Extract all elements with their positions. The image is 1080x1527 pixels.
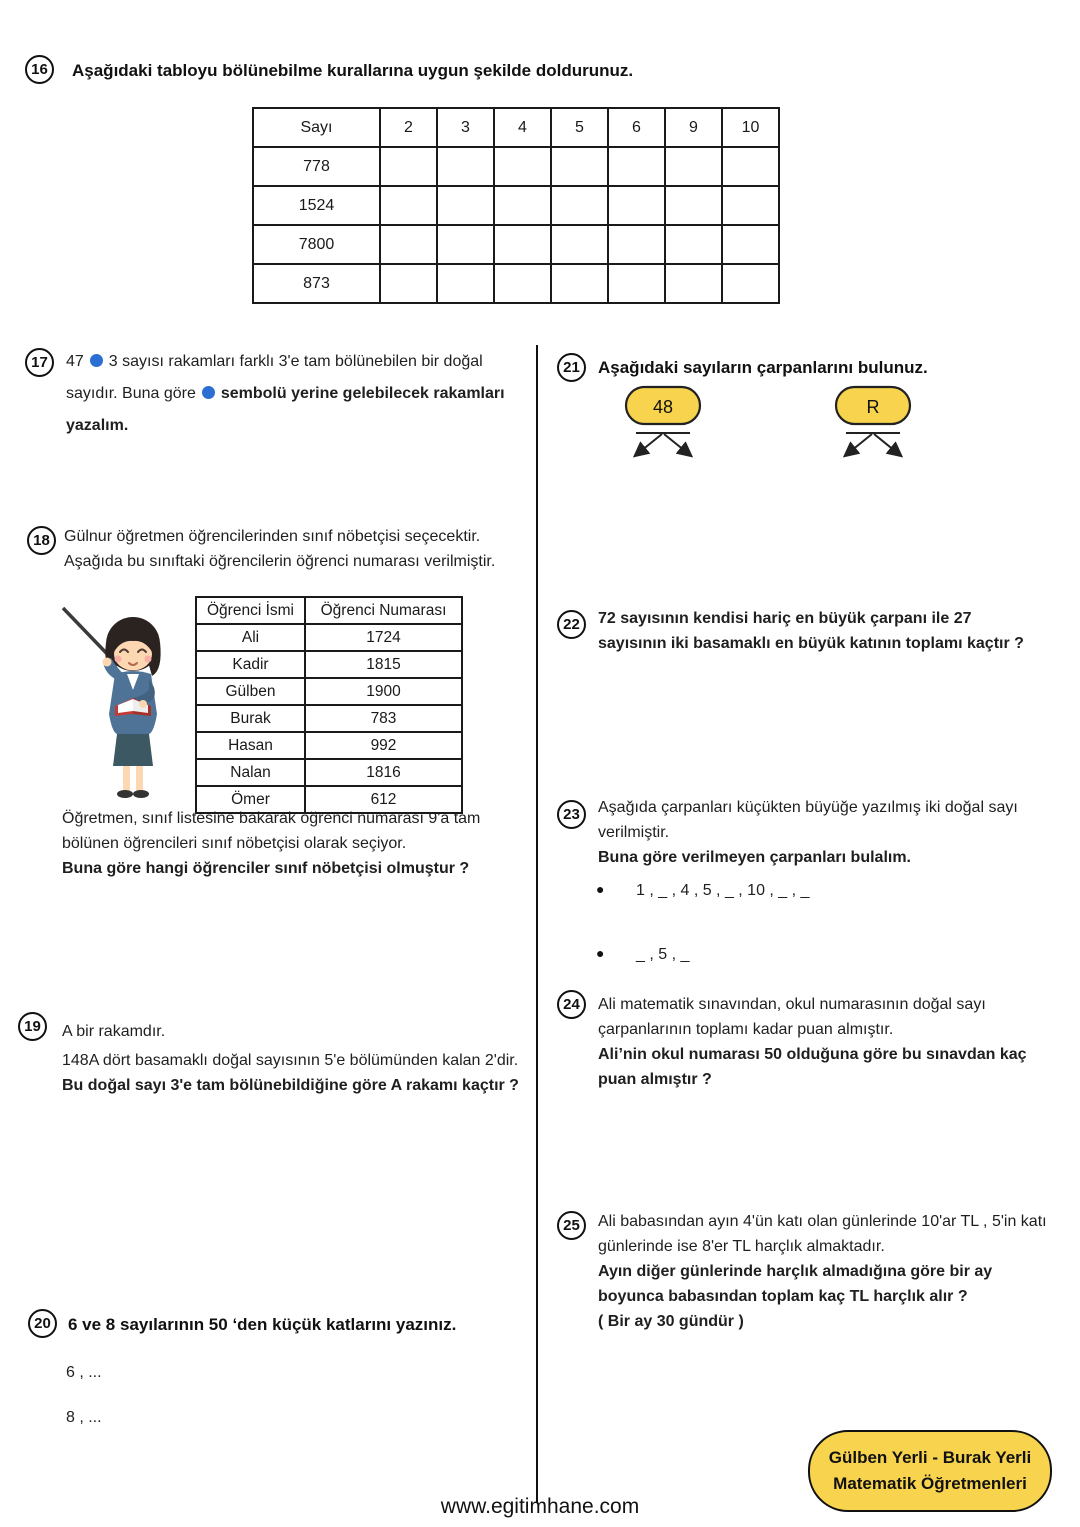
question-number-18-label: 18 — [33, 532, 50, 549]
q21-prompt: Aşağıdaki sayıların çarpanlarını bulunuz. — [598, 358, 928, 377]
blue-circle-symbol-icon — [90, 354, 103, 367]
answer-cell — [494, 225, 551, 264]
answer-cell — [437, 264, 494, 303]
q18-header-name: Öğrenci İsmi — [196, 597, 305, 624]
teacher-illustration — [55, 594, 185, 802]
answer-cell — [551, 264, 608, 303]
answer-cell — [494, 264, 551, 303]
student-number: 612 — [305, 786, 462, 813]
student-number: 1724 — [305, 624, 462, 651]
answer-cell — [437, 147, 494, 186]
factor-tree-R-label: R — [866, 397, 880, 417]
q16-row-number: 778 — [253, 147, 380, 186]
arrow-right-icon — [874, 434, 900, 455]
table-row — [196, 732, 462, 759]
q20-prompt: 6 ve 8 sayılarının 50 ‘den küçük katlarını yazınız. — [68, 1315, 457, 1334]
q16-row-number: 7800 — [253, 225, 380, 264]
q17-line1 — [66, 346, 505, 378]
q24-line2: çarpanlarının toplamı kadar puan almıştır. — [598, 1021, 894, 1038]
answer-cell — [665, 147, 722, 186]
q24-line1: Ali matematik sınavından, okul numarasının doğal sayı — [598, 996, 986, 1013]
bullet-icon: ● — [596, 881, 605, 897]
q19-question: Bu doğal sayı 3'e tam bölünebildiğine göre A rakamı kaçtır ? — [62, 1077, 519, 1094]
student-name: Ali — [196, 624, 305, 651]
q18-para-line1: Öğretmen, sınıf listesine bakarak öğrenci numarası 9'a tam — [62, 810, 481, 827]
q16-header-3: 3 — [437, 108, 494, 147]
q16-prompt: Aşağıdaki tabloyu bölünebilme kurallarına uygun şekilde doldurunuz. — [72, 61, 634, 80]
q17-line1-pre: 47 — [66, 353, 84, 370]
question-number-21 — [557, 353, 586, 382]
table-row — [196, 651, 462, 678]
q22-line2: sayısının iki basamaklı en büyük katının toplamı kaçtır ? — [598, 635, 1024, 652]
q22-text — [598, 606, 1024, 656]
q19-line2: 148A dört basamaklı doğal sayısının 5'e bölümünden kalan 2'dir. — [62, 1052, 519, 1069]
answer-cell — [608, 225, 665, 264]
q18-intro-line1: Gülnur öğretmen öğrencilerinden sınıf nöbetçisi seçecektir. — [64, 528, 481, 545]
answer-cell — [665, 264, 722, 303]
student-name: Burak — [196, 705, 305, 732]
q22-line1: 72 sayısının kendisi hariç en büyük çarpanı ile 27 — [598, 610, 972, 627]
q25-line4: boyunca babasından toplam kaç TL harçlık alır ? — [598, 1288, 968, 1305]
student-name: Kadir — [196, 651, 305, 678]
answer-cell — [722, 186, 779, 225]
table-row — [196, 705, 462, 732]
student-number: 1815 — [305, 651, 462, 678]
q23-sequence-2: _ , 5 , _ — [636, 946, 690, 963]
table-row — [253, 186, 779, 225]
answer-cell — [722, 264, 779, 303]
q17-line2 — [66, 378, 505, 410]
answer-cell — [380, 186, 437, 225]
q18-paragraph — [62, 806, 480, 881]
table-row — [253, 225, 779, 264]
question-number-23-label: 23 — [563, 806, 580, 823]
table-row — [253, 147, 779, 186]
table-row — [196, 624, 462, 651]
q17-line3: yazalım. — [66, 417, 129, 434]
question-number-22 — [557, 610, 586, 639]
q17-line2-normal: sayıdır. Buna göre — [66, 385, 196, 402]
q17-line1-post: 3 sayısı rakamları farklı 3'e tam bölünebilen bir doğal — [108, 353, 483, 370]
question-number-20 — [28, 1309, 57, 1338]
q18-intro — [64, 524, 495, 574]
footer-site-url: www.egitimhane.com — [440, 1495, 640, 1518]
q20-blank-8: 8 , ... — [66, 1409, 102, 1426]
question-number-19 — [18, 1012, 47, 1041]
q23-sequence-1: 1 , _ , 4 , 5 , _ , 10 , _ , _ — [636, 882, 810, 899]
arrow-left-icon — [846, 434, 872, 455]
student-name: Gülben — [196, 678, 305, 705]
question-number-23 — [557, 800, 586, 829]
q23-line2: verilmiştir. — [598, 824, 670, 841]
answer-cell — [608, 186, 665, 225]
student-name: Hasan — [196, 732, 305, 759]
q19-text — [62, 1048, 519, 1098]
answer-cell — [437, 225, 494, 264]
q16-divisibility-table — [252, 107, 780, 304]
answer-cell — [494, 186, 551, 225]
blue-circle-symbol-icon — [202, 386, 215, 399]
bullet-icon: ● — [596, 945, 605, 961]
question-number-25-label: 25 — [563, 1217, 580, 1234]
factor-tree-48-label: 48 — [652, 397, 674, 417]
question-number-24 — [557, 990, 586, 1019]
answer-cell — [551, 225, 608, 264]
student-number: 783 — [305, 705, 462, 732]
q18-students-table — [195, 596, 463, 814]
student-number: 1900 — [305, 678, 462, 705]
question-number-17-label: 17 — [31, 354, 48, 371]
student-number: 1816 — [305, 759, 462, 786]
q16-header-5: 5 — [551, 108, 608, 147]
q16-header-4: 4 — [494, 108, 551, 147]
table-row — [253, 108, 779, 147]
question-number-20-label: 20 — [34, 1315, 51, 1332]
q19-line1: A bir rakamdır. — [62, 1023, 166, 1040]
arrow-left-icon — [636, 434, 662, 455]
q16-header-2: 2 — [380, 108, 437, 147]
q17-text — [66, 346, 505, 442]
student-name: Ömer — [196, 786, 305, 813]
q18-header-number: Öğrenci Numarası — [305, 597, 462, 624]
student-name: Nalan — [196, 759, 305, 786]
answer-cell — [608, 264, 665, 303]
q16-header-6: 6 — [608, 108, 665, 147]
student-number: 992 — [305, 732, 462, 759]
credit-line2: Matematik Öğretmenleri — [833, 1474, 1027, 1493]
factor-tree-48 — [600, 384, 730, 466]
q16-header-sayi: Sayı — [253, 108, 380, 147]
q18-question: Buna göre hangi öğrenciler sınıf nöbetçisi olmuştur ? — [62, 860, 470, 877]
factor-tree-R — [810, 384, 940, 466]
answer-cell — [551, 147, 608, 186]
answer-cell — [380, 225, 437, 264]
question-number-17 — [25, 348, 54, 377]
q17-line2-bold: sembolü yerine gelebilecek rakamları — [220, 385, 505, 402]
q24-text — [598, 992, 1027, 1092]
answer-cell — [380, 147, 437, 186]
q25-line1: Ali babasından ayın 4'ün katı olan günlerinde 10'ar TL , 5'in katı — [598, 1213, 1047, 1230]
q23-text — [598, 795, 1018, 870]
q18-para-line2: bölünen öğrencileri sınıf nöbetçisi olarak seçiyor. — [62, 835, 407, 852]
q16-header-9: 9 — [665, 108, 722, 147]
q25-line5: ( Bir ay 30 gündür ) — [598, 1313, 744, 1330]
answer-cell — [665, 186, 722, 225]
question-number-21-label: 21 — [563, 359, 580, 376]
answer-cell — [494, 147, 551, 186]
credit-line1: Gülben Yerli - Burak Yerli — [828, 1448, 1032, 1467]
question-number-16 — [25, 55, 54, 84]
answer-cell — [380, 264, 437, 303]
table-row — [196, 597, 462, 624]
q16-header-10: 10 — [722, 108, 779, 147]
question-number-19-label: 19 — [24, 1018, 41, 1035]
answer-cell — [551, 186, 608, 225]
q25-line3: Ayın diğer günlerinde harçlık almadığına göre bir ay — [598, 1263, 993, 1280]
question-number-22-label: 22 — [563, 616, 580, 633]
q23-line3: Buna göre verilmeyen çarpanları bulalım. — [598, 849, 911, 866]
answer-cell — [437, 186, 494, 225]
q25-text — [598, 1209, 1047, 1334]
answer-cell — [608, 147, 665, 186]
q24-line4: puan almıştır ? — [598, 1071, 712, 1088]
arrow-right-icon — [664, 434, 690, 455]
answer-cell — [722, 147, 779, 186]
question-number-16-label: 16 — [31, 61, 48, 78]
question-number-24-label: 24 — [563, 996, 580, 1013]
q16-row-number: 1524 — [253, 186, 380, 225]
question-number-18 — [27, 526, 56, 555]
table-row — [253, 264, 779, 303]
question-number-25 — [557, 1211, 586, 1240]
table-row — [196, 759, 462, 786]
q23-line1: Aşağıda çarpanları küçükten büyüğe yazılmış iki doğal sayı — [598, 799, 1018, 816]
q16-row-number: 873 — [253, 264, 380, 303]
q20-blank-6: 6 , ... — [66, 1364, 102, 1381]
answer-cell — [722, 225, 779, 264]
q24-line3: Ali’nin okul numarası 50 olduğuna göre bu sınavdan kaç — [598, 1046, 1027, 1063]
q18-intro-line2: Aşağıda bu sınıftaki öğrencilerin öğrenci numarası verilmiştir. — [64, 553, 496, 570]
table-row — [196, 678, 462, 705]
q25-line2: günlerinde ise 8'er TL harçlık almaktadır. — [598, 1238, 885, 1255]
answer-cell — [665, 225, 722, 264]
column-divider — [536, 345, 538, 1502]
